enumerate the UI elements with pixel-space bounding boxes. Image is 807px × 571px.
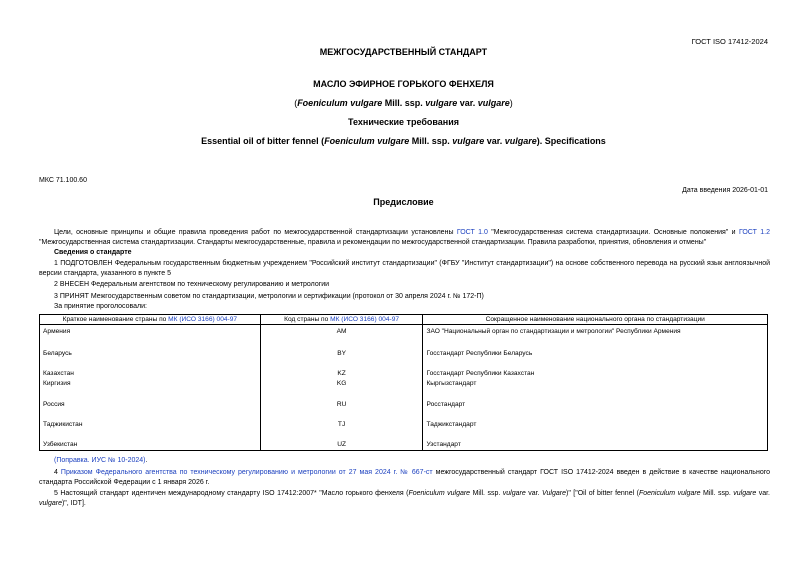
introduction-date: Дата введения 2026-01-01	[682, 187, 768, 194]
latin-mill: Mill. ssp.	[382, 98, 426, 108]
item-2-submitted: 2 ВНЕСЕН Федеральным агентством по техническому регулированию и метрологии	[54, 281, 330, 288]
country-cell: Узбекистан	[40, 430, 261, 451]
en-var-word: var.	[484, 136, 505, 146]
code-cell: UZ	[260, 430, 423, 451]
en-prefix: Essential oil of bitter fennel (	[201, 136, 325, 146]
table-row	[40, 379, 768, 389]
standard-title-ru: МАСЛО ЭФИРНОЕ ГОРЬКОГО ФЕНХЕЛЯ	[313, 79, 494, 89]
rosstandart-order-link[interactable]: Приказом Федерального агентства по техническому регулированию и метрологии от 27 мая 2024 г. № 667-ст	[60, 469, 433, 476]
header-country-text: Краткое наименование страны по	[62, 316, 169, 323]
en-var: vulgare	[504, 136, 537, 146]
item-5-text-7: )", IDT].	[61, 500, 86, 507]
body-cell: Госстандарт Республики Беларусь	[423, 337, 768, 359]
header-code-text: Код страны по	[284, 316, 331, 323]
body-cell: Кыргызстандарт	[423, 379, 768, 389]
body-cell: Узстандарт	[423, 430, 768, 451]
table-row	[40, 359, 768, 379]
item-5-text-2: Mill. ssp.	[470, 490, 503, 497]
body-cell: Росстандарт	[423, 389, 768, 410]
latin-var-word: var.	[457, 98, 478, 108]
country-cell: Россия	[40, 389, 261, 410]
body-cell: ЗАО "Национальный орган по стандартизации и метрологии" Республики Армения	[423, 325, 768, 337]
table-row	[40, 410, 768, 430]
code-cell: KZ	[260, 359, 423, 379]
country-cell: Беларусь	[40, 337, 261, 359]
amendment-note	[39, 456, 770, 466]
column-header-country	[40, 315, 261, 325]
item-5-italic-4: Foeniculum vulgare	[638, 490, 701, 497]
mk-iso-3166-link[interactable]: МК (ИСО 3166) 004-97	[330, 316, 400, 323]
mks-code: МКС 71.100.60	[39, 177, 87, 184]
latin-genus: Foeniculum vulgare	[297, 98, 383, 108]
mk-iso-3166-link[interactable]: МК (ИСО 3166) 004-97	[168, 316, 238, 323]
item-5-text-5: Mill. ssp.	[700, 490, 734, 497]
standard-title-en	[0, 136, 807, 146]
country-cell: Киргизия	[40, 379, 261, 389]
goals-text-3: "Межгосударственная система стандартизации. Стандарты межгосударственные, правила и рекомендации по межгосударственной стандартизации. Правила разработки, принятия, обновления и отмены"	[39, 239, 707, 246]
latin-open: (	[294, 98, 298, 108]
goals-paragraph	[39, 228, 770, 248]
item-1-prepared: 1 ПОДГОТОВЛЕН Федеральным государственным бюджетным учреждением "Российский институт стандартизации" (ФГБУ "Институт стандартизации") на основе собственного перевода на русский язык англоязычной версии стандарта, указанного в пункте 5	[39, 260, 770, 277]
table-row	[40, 430, 768, 451]
standard-subtitle: Технические требования	[347, 117, 460, 127]
column-header-code	[260, 315, 423, 325]
item-4-text: межгосударственный стандарт ГОСТ ISO 17412-2024 введен в действие в качестве национального стандарта Российской Федерации с 1 января 2026 г.	[39, 469, 770, 486]
item-5-italic-1: Foeniculum vulgare	[408, 490, 471, 497]
item-5-identical	[39, 489, 770, 509]
item-5-italic-5: vulgare	[733, 490, 757, 497]
voted-label: За принятие проголосовали:	[54, 303, 147, 310]
latin-close: )	[509, 98, 513, 108]
info-heading: Сведения о стандарте	[54, 249, 132, 256]
preface-heading: Предисловие	[373, 197, 434, 207]
standard-type-heading: МЕЖГОСУДАРСТВЕННЫЙ СТАНДАРТ	[319, 47, 488, 57]
country-cell: Таджикистан	[40, 410, 261, 430]
body-cell: Таджикстандарт	[423, 410, 768, 430]
item-3-adopted: 3 ПРИНЯТ Межгосударственным советом по стандартизации, метрологии и сертификации (протокол от 30 апреля 2024 г. № 172-П)	[54, 293, 484, 300]
item-5-italic-6: vulgare	[39, 500, 62, 507]
table-row	[40, 337, 768, 359]
item-4-num: 4	[54, 469, 61, 476]
item-5-text-3: var.	[525, 490, 542, 497]
table-header-row	[40, 315, 768, 325]
item-5-text-1: 5 Настоящий стандарт идентичен международному стандарту ISO 17412:2007* "Масло горького фенхеля (	[54, 490, 409, 497]
table-row	[40, 389, 768, 410]
item-5-text-6: var.	[756, 490, 770, 497]
voting-states-table	[39, 314, 768, 451]
body-cell: Госстандарт Республики Казахстан	[423, 359, 768, 379]
en-ssp: vulgare	[452, 136, 485, 146]
column-header-body: Сокращенное наименование национального органа по стандартизации	[423, 315, 768, 325]
code-cell: TJ	[260, 410, 423, 430]
item-5-text-4: )" ["Oil of bitter fennel (	[566, 490, 639, 497]
code-cell: AM	[260, 325, 423, 337]
amendment-link[interactable]: (Поправка. ИУС № 10-2024)	[54, 457, 146, 464]
code-cell: KG	[260, 379, 423, 389]
country-cell: Казахстан	[40, 359, 261, 379]
code-cell: RU	[260, 389, 423, 410]
en-suffix: ). Specifications	[536, 136, 606, 146]
table-row	[40, 325, 768, 337]
en-mill: Mill. ssp.	[409, 136, 453, 146]
item-5-italic-3: Vulgare	[541, 490, 566, 497]
gost-1-0-link[interactable]: ГОСТ 1.0	[456, 229, 488, 236]
document-number: ГОСТ ISO 17412-2024	[691, 37, 768, 46]
goals-text-2: "Межгосударственная система стандартизации. Основные положения" и	[487, 229, 739, 236]
country-cell: Армения	[40, 325, 261, 337]
standard-title-latin	[0, 98, 807, 108]
latin-ssp: vulgare	[425, 98, 458, 108]
latin-var: vulgare	[477, 98, 510, 108]
goals-text-1: Цели, основные принципы и общие правила проведения работ по межгосударственной стандартизации установлены	[54, 229, 457, 236]
code-cell: BY	[260, 337, 423, 359]
gost-1-2-link[interactable]: ГОСТ 1.2	[738, 229, 770, 236]
en-genus: Foeniculum vulgare	[324, 136, 410, 146]
amendment-dot: .	[145, 457, 148, 464]
item-5-italic-2: vulgare	[502, 490, 526, 497]
item-4-order	[39, 468, 770, 488]
